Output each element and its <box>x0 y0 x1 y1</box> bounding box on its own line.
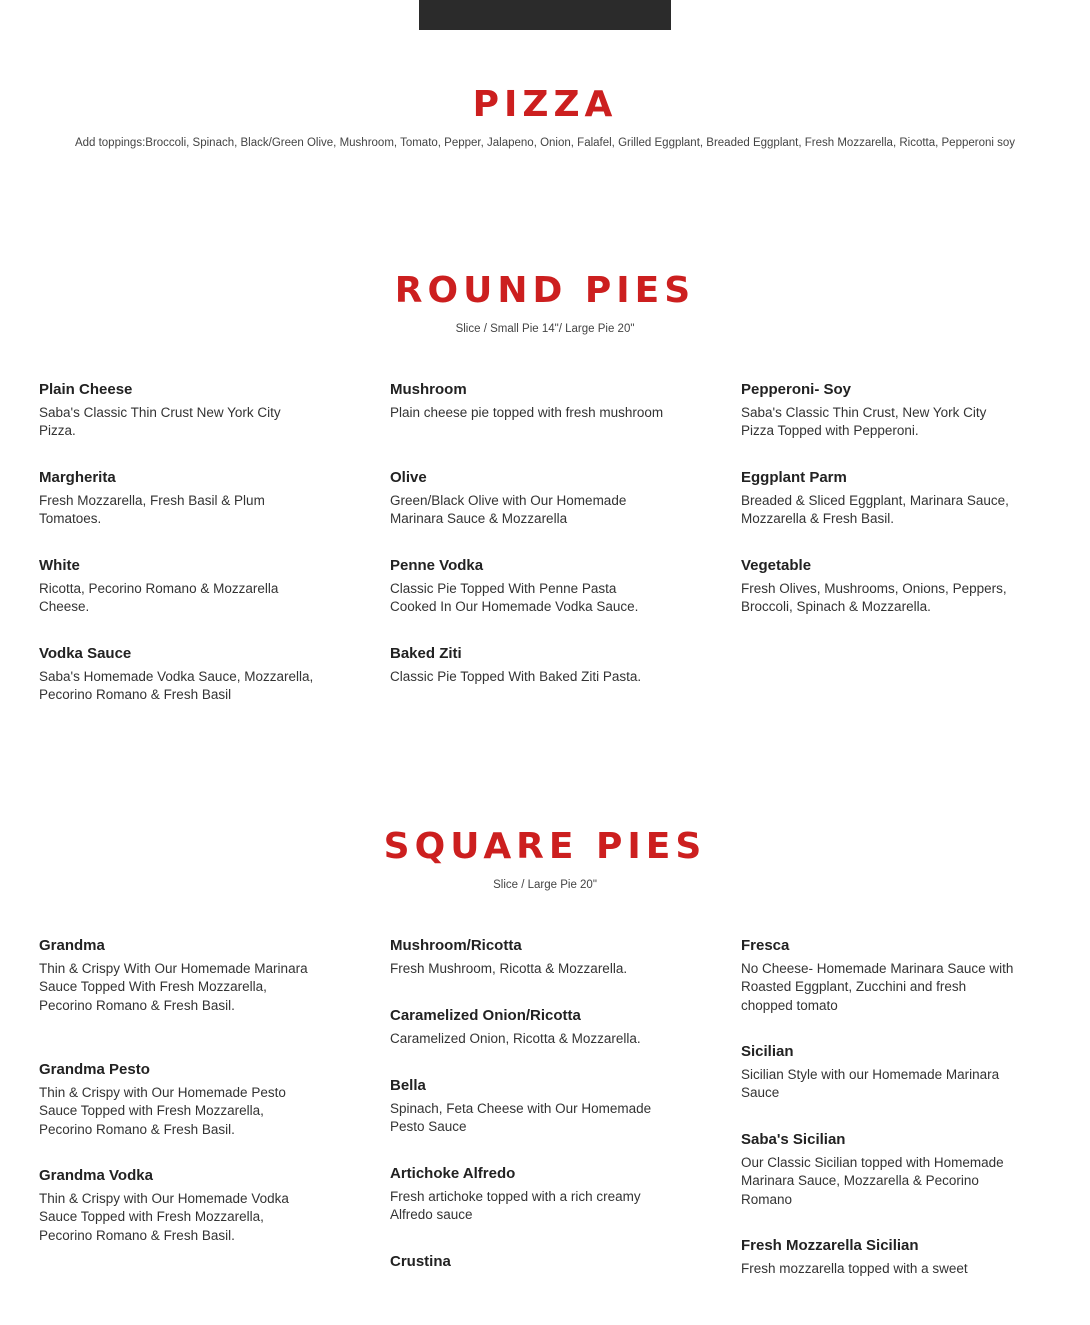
round-pies-subtitle: Slice / Small Pie 14"/ Large Pie 20" <box>455 323 635 335</box>
menu-item-name: Vegetable <box>741 557 812 574</box>
menu-item-name: Grandma Pesto <box>39 1061 150 1078</box>
menu-item <box>390 645 665 733</box>
menu-item-name: White <box>39 557 80 574</box>
menu-item <box>39 1167 314 1273</box>
menu-item <box>39 381 314 469</box>
square-pies-subtitle: Slice / Large Pie 20" <box>493 879 597 891</box>
menu-item-desc: Fresh Mozzarella, Fresh Basil & Plum Tomatoes. <box>39 493 265 527</box>
menu-item-desc: Green/Black Olive with Our Homemade Marinara Sauce & Mozzarella <box>390 493 627 527</box>
menu-item-desc: No Cheese- Homemade Marinara Sauce with Roasted Eggplant, Zucchini and fresh chopped tomato <box>741 961 1014 1013</box>
menu-item-name: Mushroom <box>390 381 467 398</box>
menu-item-desc: Thin & Crispy With Our Homemade Marinara Sauce Topped With Fresh Mozzarella, Pecorino Romano & Fresh Basil. <box>39 961 308 1013</box>
menu-item <box>741 381 1016 469</box>
menu-item <box>390 1165 665 1253</box>
menu-item-desc: Plain cheese pie topped with fresh mushroom <box>390 405 664 420</box>
menu-item-desc: Caramelized Onion, Ricotta & Mozzarella. <box>390 1031 641 1046</box>
menu-item-desc: Saba's Classic Thin Crust, New York City Pizza Topped with Pepperoni. <box>741 405 987 439</box>
menu-item-name: Eggplant Parm <box>741 469 847 486</box>
menu-item-desc: Fresh Olives, Mushrooms, Onions, Peppers, Broccoli, Spinach & Mozzarella. <box>741 581 1007 615</box>
menu-item-name: Vodka Sauce <box>39 645 132 662</box>
menu-item-name: Fresca <box>741 937 790 954</box>
toppings-text: Add toppings:Broccoli, Spinach, Black/Green Olive, Mushroom, Tomato, Pepper, Jalapeno, Onion, Falafel, Grilled Eggplant, Breaded Eggplant, Fresh Mozzarella, Ricotta, Pepperoni soy <box>74 137 1016 149</box>
square-pies-column-3 <box>741 937 1016 1325</box>
menu-item <box>39 645 314 733</box>
square-pies-column-2 <box>390 937 665 1323</box>
menu-item <box>741 937 1016 1043</box>
menu-item-name: Mushroom/Ricotta <box>390 937 522 954</box>
menu-item <box>390 937 665 1007</box>
menu-item-name: Olive <box>390 469 427 486</box>
menu-item <box>39 1061 314 1167</box>
menu-item-name: Margherita <box>39 469 116 486</box>
menu-item-name: Grandma Vodka <box>39 1167 153 1184</box>
menu-item <box>390 1077 665 1165</box>
menu-item <box>39 469 314 557</box>
round-pies-column-2 <box>390 381 665 733</box>
menu-item-name: Caramelized Onion/Ricotta <box>390 1007 581 1024</box>
pizza-title: PIZZA <box>472 84 618 125</box>
menu-item-name: Crustina <box>390 1253 451 1270</box>
menu-item-name: Penne Vodka <box>390 557 484 574</box>
menu-item-desc: Fresh mozzarella topped with a sweet <box>741 1261 968 1276</box>
menu-item-name: Bella <box>390 1077 426 1094</box>
square-pies-column-1 <box>39 937 314 1273</box>
menu-item-desc: Spinach, Feta Cheese with Our Homemade Pesto Sauce <box>390 1101 652 1135</box>
menu-item <box>741 469 1016 557</box>
round-pies-column-3 <box>741 381 1016 645</box>
menu-item-desc: Our Classic Sicilian topped with Homemade Marinara Sauce, Mozzarella & Pecorino Romano <box>741 1155 1004 1207</box>
menu-item <box>741 1237 1016 1325</box>
menu-item <box>390 1007 665 1077</box>
menu-item-desc: Sicilian Style with our Homemade Marinara Sauce <box>741 1067 1000 1101</box>
menu-item <box>741 557 1016 645</box>
menu-item-desc: Saba's Classic Thin Crust New York City Pizza. <box>39 405 281 439</box>
menu-item-name: Artichoke Alfredo <box>390 1165 516 1182</box>
menu-item <box>39 557 314 645</box>
menu-item <box>390 557 665 645</box>
menu-item-desc: Thin & Crispy with Our Homemade Vodka Sauce Topped with Fresh Mozzarella, Pecorino Romano & Fresh Basil. <box>39 1191 289 1243</box>
menu-item-name: Fresh Mozzarella Sicilian <box>741 1237 919 1254</box>
menu-item-desc: Classic Pie Topped With Penne Pasta Cooked In Our Homemade Vodka Sauce. <box>390 581 639 615</box>
menu-item-desc: Fresh Mushroom, Ricotta & Mozzarella. <box>390 961 628 976</box>
menu-item <box>390 381 665 469</box>
round-pies-column-1 <box>39 381 314 733</box>
menu-item-desc: Ricotta, Pecorino Romano & Mozzarella Cheese. <box>39 581 279 615</box>
menu-item-name: Plain Cheese <box>39 381 133 398</box>
menu-item-desc: Classic Pie Topped With Baked Ziti Pasta. <box>390 669 642 684</box>
menu-item-desc: Thin & Crispy with Our Homemade Pesto Sauce Topped with Fresh Mozzarella, Pecorino Romano & Fresh Basil. <box>39 1085 286 1137</box>
menu-item <box>39 937 314 1061</box>
menu-item-desc: Breaded & Sliced Eggplant, Marinara Sauce, Mozzarella & Fresh Basil. <box>741 493 1009 527</box>
menu-item-desc: Fresh artichoke topped with a rich creamy Alfredo sauce <box>390 1189 641 1223</box>
menu-item <box>390 1253 665 1323</box>
menu-item <box>741 1131 1016 1237</box>
top-dark-bar <box>419 0 671 30</box>
square-pies-title: SQUARE PIES <box>383 826 707 867</box>
round-pies-title: ROUND PIES <box>394 270 696 311</box>
menu-item-desc: Saba's Homemade Vodka Sauce, Mozzarella, Pecorino Romano & Fresh Basil <box>39 669 314 703</box>
menu-item-name: Baked Ziti <box>390 645 462 662</box>
menu-item-name: Pepperoni- Soy <box>741 381 852 398</box>
menu-item <box>741 1043 1016 1131</box>
menu-item-name: Saba's Sicilian <box>741 1131 846 1148</box>
menu-item-name: Sicilian <box>741 1043 794 1060</box>
menu-item <box>390 469 665 557</box>
menu-item-name: Grandma <box>39 937 105 954</box>
